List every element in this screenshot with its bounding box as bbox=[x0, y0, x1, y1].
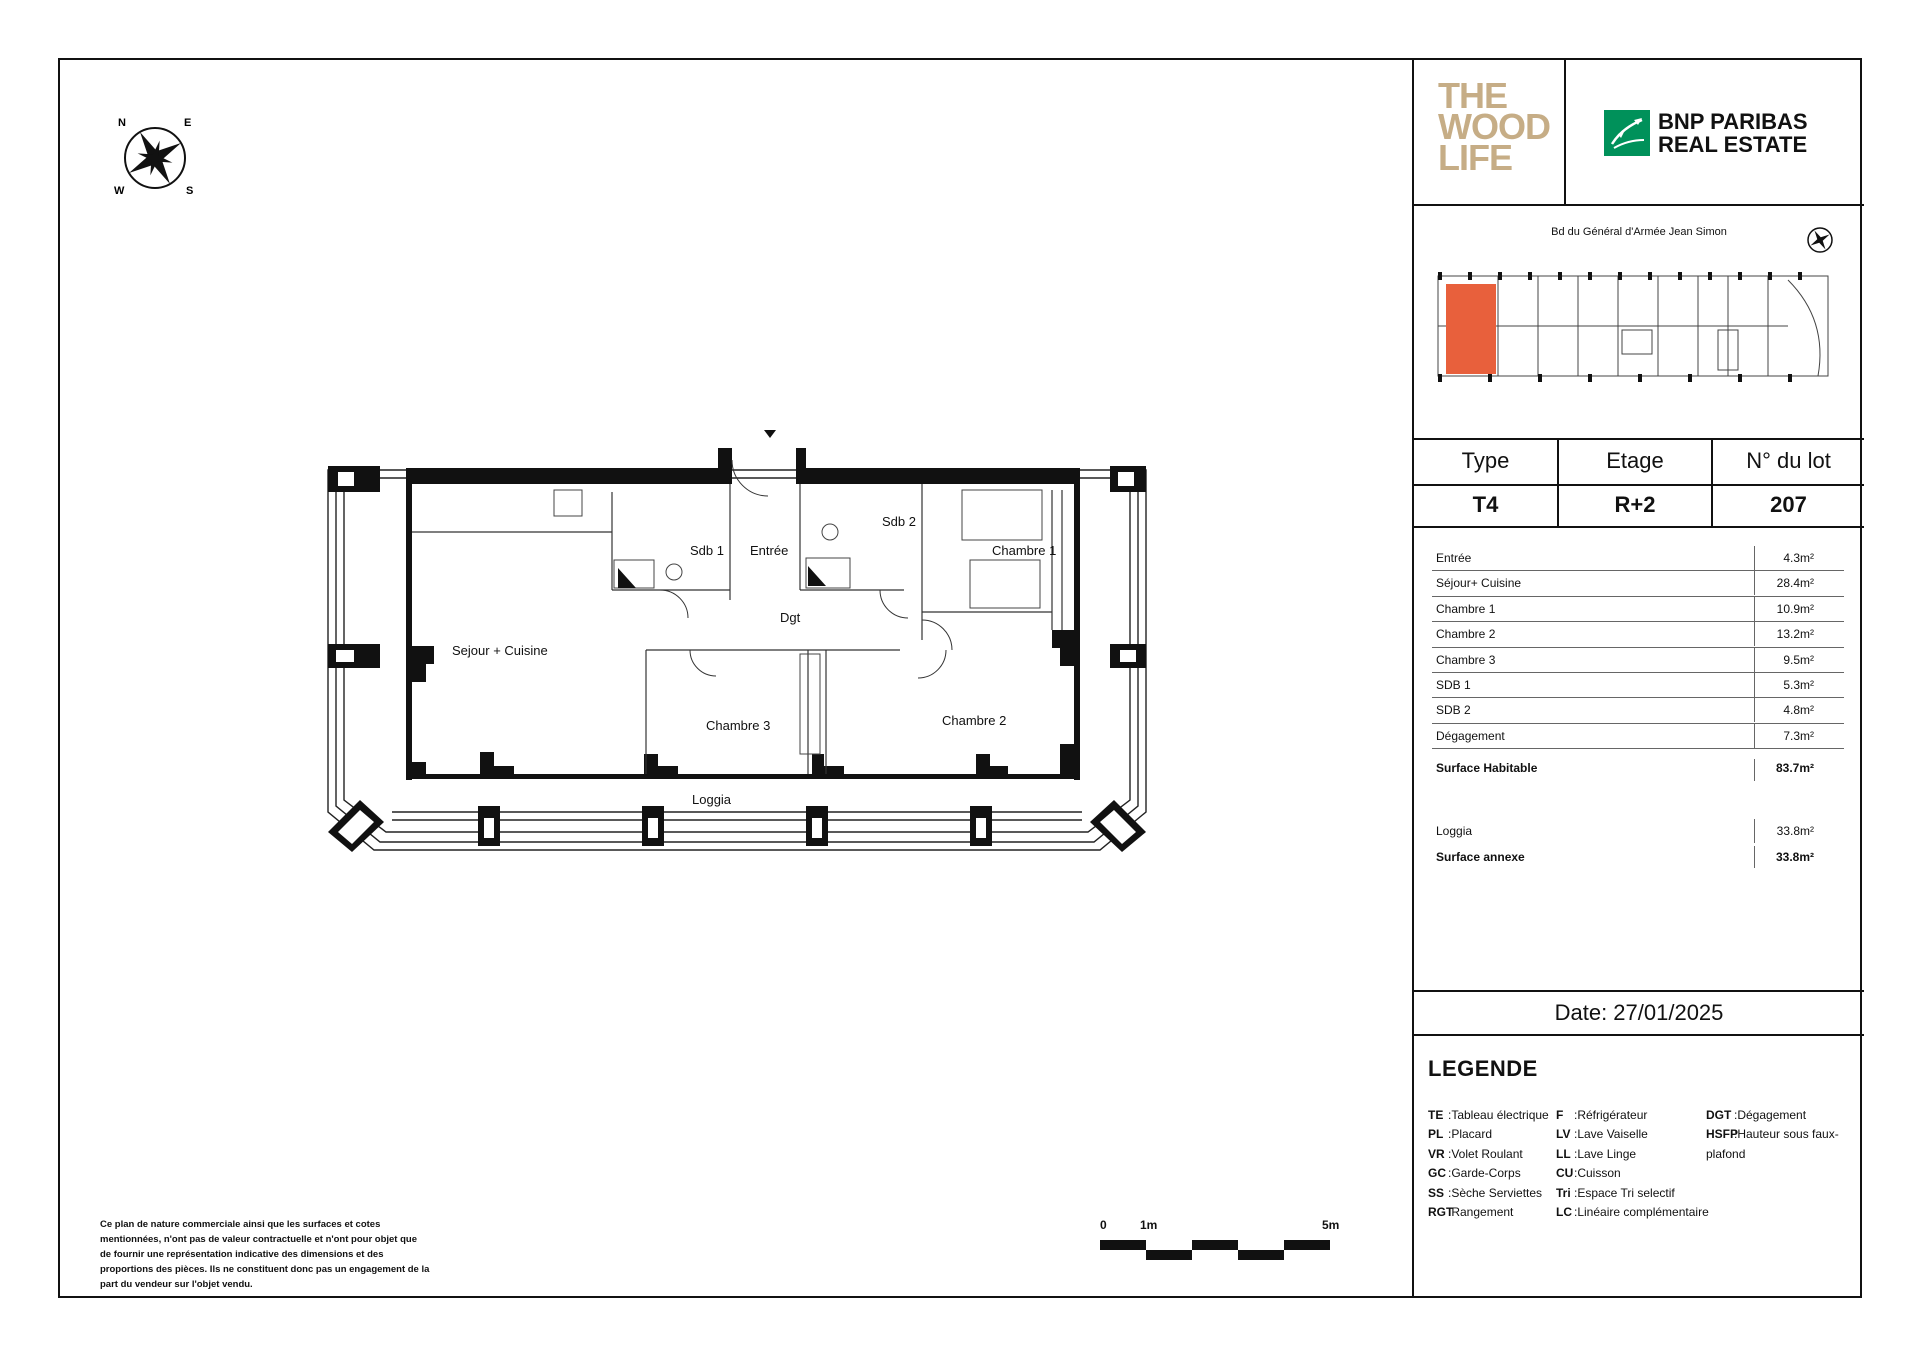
legend-item: SS :Sèche Serviettes bbox=[1428, 1185, 1543, 1200]
legend-item: HSFP:Hauteur sous faux-plafond bbox=[1706, 1127, 1839, 1161]
lot-header: N° du lot bbox=[1746, 448, 1831, 473]
compass-rose-icon bbox=[110, 112, 210, 202]
surface-row: SDB 2 4.8m² bbox=[1432, 698, 1844, 723]
legend-title: LEGENDE bbox=[1428, 1056, 1538, 1081]
key-plan-compass-icon bbox=[1805, 225, 1835, 255]
legend-item: PL :Placard bbox=[1428, 1127, 1493, 1142]
room-entree: Entrée bbox=[750, 543, 789, 558]
legend-item: RGT:Rangement bbox=[1428, 1205, 1514, 1220]
the-wood-life-logo: THE WOOD LIFE bbox=[1438, 75, 1550, 178]
compass-w: W bbox=[114, 185, 125, 197]
surface-table bbox=[1432, 546, 1844, 872]
legend-item: VR :Volet Roulant bbox=[1428, 1146, 1523, 1161]
surface-annexe-row: Surface annexe 33.8m² bbox=[1432, 844, 1844, 872]
legend-item: LL :Lave Linge bbox=[1556, 1146, 1637, 1161]
type-value: T4 bbox=[1472, 492, 1499, 517]
surface-row: Chambre 1 10.9m² bbox=[1432, 597, 1844, 622]
room-chambre1: Chambre 1 bbox=[992, 543, 1057, 558]
legend-item: TE :Tableau électrique bbox=[1428, 1108, 1549, 1122]
legend-item: LC :Linéaire complémentaire bbox=[1556, 1205, 1709, 1220]
compass-s: S bbox=[186, 185, 194, 197]
lot-info-table bbox=[1414, 438, 1864, 528]
title-block bbox=[1412, 58, 1862, 1298]
scale-bar bbox=[1100, 1218, 1340, 1268]
room-loggia: Loggia bbox=[692, 792, 732, 807]
scale-five: 5m bbox=[1322, 1218, 1340, 1232]
surface-row: Séjour+ Cuisine 28.4m² bbox=[1432, 571, 1844, 596]
loggia-row: Loggia 33.8m² bbox=[1432, 819, 1844, 843]
street-name: Bd du Général d'Armée Jean Simon bbox=[1551, 226, 1727, 238]
legend-item: Tri :Espace Tri selectif bbox=[1556, 1185, 1675, 1200]
bnp-paribas-wordmark: BNP PARIBAS REAL ESTATE bbox=[1658, 109, 1808, 157]
lot-value: 207 bbox=[1770, 492, 1807, 517]
surface-row: Chambre 2 13.2m² bbox=[1432, 622, 1844, 647]
legend-item: DGT :Dégagement bbox=[1706, 1108, 1807, 1122]
legend-item: F :Réfrigérateur bbox=[1556, 1108, 1648, 1122]
room-sejour: Sejour + Cuisine bbox=[452, 643, 548, 658]
legend-item: GC :Garde-Corps bbox=[1428, 1166, 1521, 1181]
room-sdb2: Sdb 2 bbox=[882, 514, 916, 529]
room-dgt: Dgt bbox=[780, 610, 801, 625]
surface-row: SDB 1 5.3m² bbox=[1432, 673, 1844, 698]
plan-date: Date: 27/01/2025 bbox=[1414, 990, 1864, 1036]
surface-row: Chambre 3 9.5m² bbox=[1432, 648, 1844, 673]
scale-zero: 0 bbox=[1100, 1218, 1107, 1232]
legend-item: CU:Cuisson bbox=[1556, 1166, 1621, 1181]
legend bbox=[1428, 1056, 1858, 1220]
legend-item: LV :Lave Vaiselle bbox=[1556, 1127, 1648, 1142]
surface-habitable-row: Surface Habitable 83.7m² bbox=[1432, 749, 1844, 783]
bnp-paribas-logo-icon bbox=[1604, 110, 1650, 156]
scale-one: 1m bbox=[1140, 1218, 1158, 1232]
floor-header: Etage bbox=[1606, 448, 1664, 473]
logo-bar bbox=[1414, 58, 1864, 206]
key-plan bbox=[1414, 206, 1864, 438]
compass-e: E bbox=[184, 117, 192, 129]
compass-n: N bbox=[118, 117, 126, 129]
disclaimer: Ce plan de nature commerciale ainsi que les surfaces et cotes mentionnées, n'ont pas de valeur contractuelle et n'ont pour objet que de fournir une représentation indicative des dimensions et des proportions des pièces. Ils ne constituent donc pas un engagement de la part du vendeur sur l'objet vendu. bbox=[100, 1219, 430, 1290]
room-sdb1: Sdb 1 bbox=[690, 543, 724, 558]
type-header: Type bbox=[1461, 448, 1510, 473]
surface-row: Entrée 4.3m² bbox=[1432, 546, 1844, 571]
surface-row: Dégagement 7.3m² bbox=[1432, 724, 1844, 749]
room-chambre2: Chambre 2 bbox=[942, 713, 1007, 728]
lot-highlight bbox=[1446, 284, 1496, 374]
floor-value: R+2 bbox=[1614, 492, 1656, 517]
room-chambre3: Chambre 3 bbox=[706, 718, 771, 733]
